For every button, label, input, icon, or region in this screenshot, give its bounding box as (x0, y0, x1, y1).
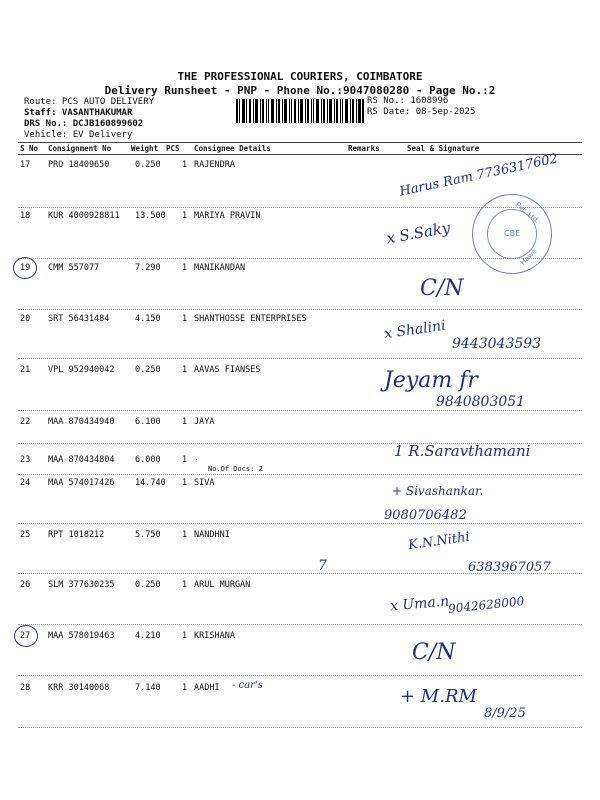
row-consignee: SIVA (194, 478, 215, 488)
row-divider (18, 358, 582, 359)
row-divider (18, 523, 582, 524)
row-weight: 4.210 (135, 631, 161, 641)
row-sno: 20 (20, 314, 31, 324)
company-title: THE PROFESSIONAL COURIERS, COIMBATORE (177, 70, 423, 83)
row-sno: 19 (20, 263, 31, 273)
barcode (236, 99, 364, 123)
row-sno: 23 (20, 455, 31, 465)
note-row-19: C/N (420, 276, 464, 301)
row-sno: 24 (20, 478, 31, 488)
staff-label: Staff: VASANTHAKUMAR (24, 108, 133, 118)
signature-row-28: + M.RM (400, 686, 477, 707)
row-divider (18, 675, 582, 676)
runsheet-meta-right (367, 96, 475, 118)
row-pcs: 1 (182, 455, 188, 465)
seal-bottom-text: Hawe (519, 247, 539, 267)
col-header-consignee: Consignee Details (194, 144, 271, 153)
phone-row-24: 9080706482 (384, 508, 467, 523)
seal-top-text: Pvt. Ltd. (513, 200, 542, 226)
row-consignment: SLM 377630235 (48, 580, 115, 590)
col-header-consignment: Consignment No (48, 144, 112, 153)
phone-row-26: 9042628000 (447, 594, 525, 616)
row-pcs: 1 (182, 580, 188, 590)
row-sno: 25 (20, 530, 31, 540)
rs-number: RS No.: 1608996 (367, 96, 449, 106)
vehicle-label: Vehicle: EV Delivery (24, 130, 133, 140)
row-weight: 4.150 (135, 314, 161, 324)
row-divider (18, 309, 582, 310)
seal-center-text: CBE (504, 229, 521, 238)
col-header-pcs: PCS (166, 144, 180, 153)
row-consignment: RPT 1018212 (48, 530, 105, 540)
row-consignee: AADHI (194, 683, 220, 693)
row-weight: 14.740 (135, 478, 166, 488)
date-row-28: 8/9/25 (484, 706, 526, 721)
row-pcs: 1 (182, 417, 188, 427)
row-consignment: PRO 18409650 (48, 160, 110, 170)
row-pcs: 1 (182, 365, 188, 375)
row-pcs: 1 (182, 683, 188, 693)
row-pcs: 1 (182, 530, 188, 540)
row-weight: 0.250 (135, 580, 161, 590)
row-pcs: 1 (182, 263, 188, 273)
row-weight: 7.290 (135, 263, 161, 273)
signature-row-25: K.N.Nithi (407, 529, 471, 554)
row-consignee: JAYA (194, 417, 215, 427)
signature-row-24: + Sivashankar. (392, 484, 484, 498)
col-header-remarks: Remarks (348, 144, 380, 153)
row-weight: 6.000 (135, 455, 161, 465)
signature-row-23: 1 R.Saravthamani (394, 442, 531, 460)
row-consignment: KRR 30140068 (48, 683, 110, 693)
row-consignee: AAVAS FIANSES (194, 365, 261, 375)
row-pcs: 1 (182, 211, 188, 221)
row-consignee: . (194, 453, 200, 463)
row-sno: 28 (20, 683, 31, 693)
pen-circle-27 (14, 625, 38, 647)
row-weight: 0.250 (135, 365, 161, 375)
row-consignment: VPL 952940042 (48, 365, 115, 375)
row-consignee: SHANTHOSSE ENTERPRISES (194, 314, 307, 324)
phone-row-20: 9443043593 (452, 336, 542, 352)
table-header-rule (18, 154, 582, 155)
note-row-27: C/N (412, 640, 456, 665)
col-header-sno: S No (20, 144, 39, 153)
row-weight: 0.250 (135, 160, 161, 170)
row-consignment: CMM 557077 (48, 263, 100, 273)
drs-label: DRS No.: DCJB160899602 (24, 119, 144, 129)
route-label: Route: PCS AUTO DELIVERY (24, 97, 155, 107)
phone-row-21: 9840803051 (436, 394, 526, 410)
row-consignee: RAJENDRA (194, 160, 235, 170)
row-sno: 21 (20, 365, 31, 375)
row-sno: 26 (20, 580, 31, 590)
row-pcs: 1 (182, 160, 188, 170)
row-sno: 17 (20, 160, 31, 170)
row-divider (18, 474, 582, 475)
row-divider (18, 624, 582, 625)
row-divider (18, 410, 582, 411)
row-consignee: NANDHNI (194, 530, 230, 540)
row-sno: 27 (20, 631, 31, 641)
note-row-28: - car's (232, 680, 263, 691)
col-header-weight: Weight (131, 144, 159, 153)
signature-row-26: x Uma.n (389, 593, 450, 615)
row-consignment: MAA 870434804 (48, 455, 115, 465)
row-pcs: 1 (182, 478, 188, 488)
col-header-seal: Seal & Signature (407, 144, 480, 153)
row-docs-count: No.Of Docs: 2 (208, 465, 263, 473)
signature-row-20: x Shalini (383, 317, 447, 343)
row-pcs: 1 (182, 314, 188, 324)
pen-circle-19 (13, 257, 37, 279)
table-top-rule (18, 142, 582, 143)
phone-row-25: 6383967057 (468, 560, 551, 575)
row-consignee: MARIYA PRAVIN (194, 211, 261, 221)
row-consignment: SRT 56431484 (48, 314, 110, 324)
row-pcs: 1 (182, 631, 188, 641)
company-seal-stamp (472, 194, 552, 274)
row-consignee: ARUL MURGAN (194, 580, 251, 590)
row-consignment: MAA 574017426 (48, 478, 115, 488)
row-weight: 13.500 (135, 211, 166, 221)
row-weight: 6.100 (135, 417, 161, 427)
mark-row-25: 7 (318, 558, 327, 574)
signature-row-21: Jeyam fr (384, 368, 478, 393)
row-weight: 7.140 (135, 683, 161, 693)
row-sno: 22 (20, 417, 31, 427)
row-consignment: MAA 870434940 (48, 417, 115, 427)
row-weight: 5.750 (135, 530, 161, 540)
row-consignment: KUR 4000928811 (48, 211, 120, 221)
runsheet-subtitle: Delivery Runsheet - PNP - Phone No.:9047080280 - Page No.:2 (104, 84, 496, 97)
signature-row-18: x S.Saky (384, 218, 452, 248)
row-divider (18, 727, 582, 728)
runsheet-meta-left (24, 97, 154, 141)
rs-date: RS Date: 08-Sep-2025 (367, 107, 476, 117)
row-consignee: MANIKANDAN (194, 263, 246, 273)
row-sno: 18 (20, 211, 31, 221)
row-consignee: KRISHANA (194, 631, 235, 641)
row-consignment: MAA 578019463 (48, 631, 115, 641)
signature-row-17: Harus Ram 7736317602 (398, 151, 560, 200)
